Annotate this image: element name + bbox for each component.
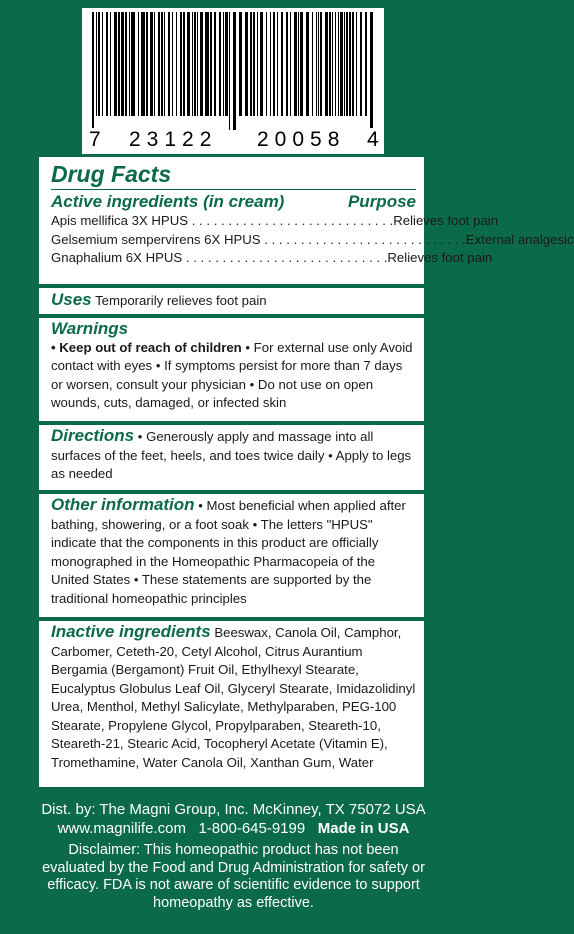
barcode-bar [161, 12, 163, 116]
barcode-digits-right: 20058 [254, 128, 348, 152]
barcode-bar [370, 12, 373, 130]
ingredient-name: Gnaphalium 6X HPUS [51, 250, 183, 265]
barcode-bar [200, 12, 203, 116]
barcode-bar [223, 12, 224, 116]
barcode-bars [90, 12, 376, 130]
barcode-bar [168, 12, 170, 116]
ingredient-row [51, 212, 499, 231]
barcode-bar [192, 12, 193, 116]
other-info-text: • Most beneficial when applied after bathing, showering, or a foot soak • The letters "HPUS" indicate that the components in this product are officially monographed in the Homeopathic Pharmacopeia of the United States • These statements are supported by the traditional homeopathic principles [51, 498, 406, 606]
barcode-bar [298, 12, 299, 116]
drug-facts-title: Drug Facts [51, 161, 172, 187]
barcode-bar [102, 12, 103, 116]
barcode-bar [250, 12, 252, 116]
barcode-bar [172, 12, 173, 116]
barcode-bar [344, 12, 345, 116]
barcode-bar [233, 12, 236, 130]
barcode-bar [164, 12, 165, 116]
disclaimer: Disclaimer: This homeopathic product has not been evaluated by the Food and Drug Administration for safety or efficacy. FDA is not aware of scientific evidence to support homeopathy as effective. [42, 842, 425, 911]
other-info-panel [39, 494, 424, 617]
ingredient-name: Apis mellifica 3X HPUS [51, 213, 189, 228]
barcode [82, 8, 384, 154]
barcode-bar [180, 12, 182, 116]
barcode-bar [360, 12, 362, 116]
uses-panel [39, 288, 424, 314]
website-text: www.magnilife.com [57, 820, 186, 837]
barcode-bar [352, 12, 354, 116]
warnings-text: • For external use only Avoid contact with eyes • If symptoms persist for more than 7 days or worsen, consult your physician • Do not use on open wounds, cuts, damaged, or infected skin [51, 339, 413, 410]
barcode-bar [138, 12, 139, 116]
ingredient-row [51, 249, 493, 268]
drug-facts-panel [39, 157, 574, 284]
barcode-bar [210, 12, 212, 116]
barcode-bar [96, 12, 97, 116]
barcode-bar [294, 12, 297, 116]
barcode-bar [277, 12, 278, 116]
made-in-text: Made in USA [317, 820, 410, 837]
inactive-text: Beeswax, Canola Oil, Camphor, Carbomer, Ceteth-20, Cetyl Alcohol, Citrus Aurantium Bergamia (Bergamont) Fruit Oil, Ethylhexyl Stearate, Eucalyptus Globulus Leaf Oil, Glyceryl Stearate, Imidazolidinyl Urea, Menthol, Methyl Salicylate, Methylparaben, PEG-100 Stearate, Propylene Glycol, Propylparaben, Steareth-10, Steareth-21, Stearic Acid, Tocopheryl Acetate (Vitamin E), Tromethamine, Water Canola Oil, Xanthan Gum, Water [51, 625, 416, 770]
barcode-bar [194, 12, 196, 116]
leader-dots: . . . . . . . . . . . . . . . . . . . . . . . . . . . . [188, 213, 394, 228]
barcode-bar [329, 12, 331, 116]
barcode-bar [306, 12, 309, 116]
barcode-bar [245, 12, 248, 116]
barcode-bar [114, 12, 117, 116]
barcode-bar [176, 12, 177, 116]
directions-panel [39, 425, 424, 490]
barcode-bar [253, 12, 255, 116]
barcode-bar [129, 12, 130, 116]
barcode-bar [205, 12, 209, 116]
barcode-bar [183, 12, 185, 116]
barcode-bar [312, 12, 313, 116]
barcode-bar [92, 12, 94, 130]
barcode-bar [146, 12, 148, 116]
warnings-bold: • Keep out of reach of children [51, 339, 242, 355]
barcode-digits [82, 126, 384, 152]
barcode-bar [335, 12, 336, 116]
barcode-bar [316, 12, 317, 116]
barcode-bar [187, 12, 190, 116]
uses-heading: Uses [51, 290, 92, 309]
active-ingredients-heading: Active ingredients (in cream) [51, 192, 285, 211]
barcode-bar [197, 12, 198, 116]
barcode-bar [356, 12, 357, 116]
barcode-bar [338, 12, 339, 116]
barcode-bar [257, 12, 258, 116]
ingredient-purpose: Relieves foot pain [387, 250, 493, 265]
barcode-bar [150, 12, 153, 116]
barcode-bar [266, 12, 267, 116]
barcode-bar [118, 12, 120, 116]
warnings-panel [39, 318, 424, 421]
directions-heading: Directions [51, 426, 135, 445]
drug-facts-rule [51, 189, 416, 190]
barcode-bar [340, 12, 343, 116]
inactive-heading: Inactive ingredients [51, 622, 211, 641]
directions-text: • Generously apply and massage into all surfaces of the feet, heels, and toes twice daily • Apply to legs as needed [51, 429, 412, 481]
barcode-digit-check: 4 [364, 128, 382, 152]
leader-dots: . . . . . . . . . . . . . . . . . . . . . . . . . . . . [182, 250, 388, 265]
ingredient-purpose: External analgesic [465, 231, 574, 247]
ingredient-purpose: Relieves foot pain [393, 213, 499, 228]
barcode-bar [320, 12, 322, 116]
barcode-bar [281, 12, 283, 116]
barcode-bar [125, 12, 127, 116]
leader-dots: . . . . . . . . . . . . . . . . . . . . . . . . . . . . [260, 231, 466, 247]
warnings-body [51, 339, 416, 413]
barcode-bar [154, 12, 155, 116]
purpose-heading: Purpose [347, 192, 416, 211]
barcode-bar [121, 12, 124, 116]
barcode-bar [225, 12, 228, 116]
barcode-bar [365, 12, 367, 116]
barcode-bar [270, 12, 271, 116]
barcode-bar [318, 12, 319, 116]
barcode-bar [106, 12, 108, 116]
barcode-bar [349, 12, 351, 116]
barcode-bar [346, 12, 348, 116]
barcode-bar [110, 12, 111, 116]
barcode-bar [98, 12, 100, 116]
barcode-bar [325, 12, 328, 116]
barcode-digit-system: 7 [86, 128, 104, 152]
barcode-bar [229, 12, 230, 130]
barcode-bar [141, 12, 145, 116]
warnings-heading: Warnings [51, 319, 129, 338]
barcode-bar [290, 12, 291, 116]
barcode-bar [300, 12, 303, 116]
barcode-bar [131, 12, 135, 116]
ingredient-row [51, 231, 574, 250]
barcode-digits-left: 23122 [126, 128, 220, 152]
inactive-panel [39, 621, 424, 787]
phone-text: 1-800-645-9199 [198, 820, 306, 837]
ingredient-name: Gelsemium sempervirens 6X HPUS [51, 231, 261, 247]
barcode-bar [214, 12, 216, 116]
barcode-bar [286, 12, 288, 116]
active-ingredients-header [51, 191, 416, 212]
barcode-bar [158, 12, 160, 116]
barcode-bar [260, 12, 263, 116]
barcode-bar [239, 12, 242, 116]
barcode-bar [332, 12, 333, 116]
contact-line [0, 819, 467, 838]
barcode-bar [219, 12, 221, 116]
distributor-line: Dist. by: The Magni Group, Inc. McKinney, TX 75072 USA [41, 801, 426, 818]
barcode-bar [273, 12, 275, 116]
other-info-heading: Other information [51, 495, 195, 514]
uses-text: Temporarily relieves foot pain [95, 293, 267, 308]
